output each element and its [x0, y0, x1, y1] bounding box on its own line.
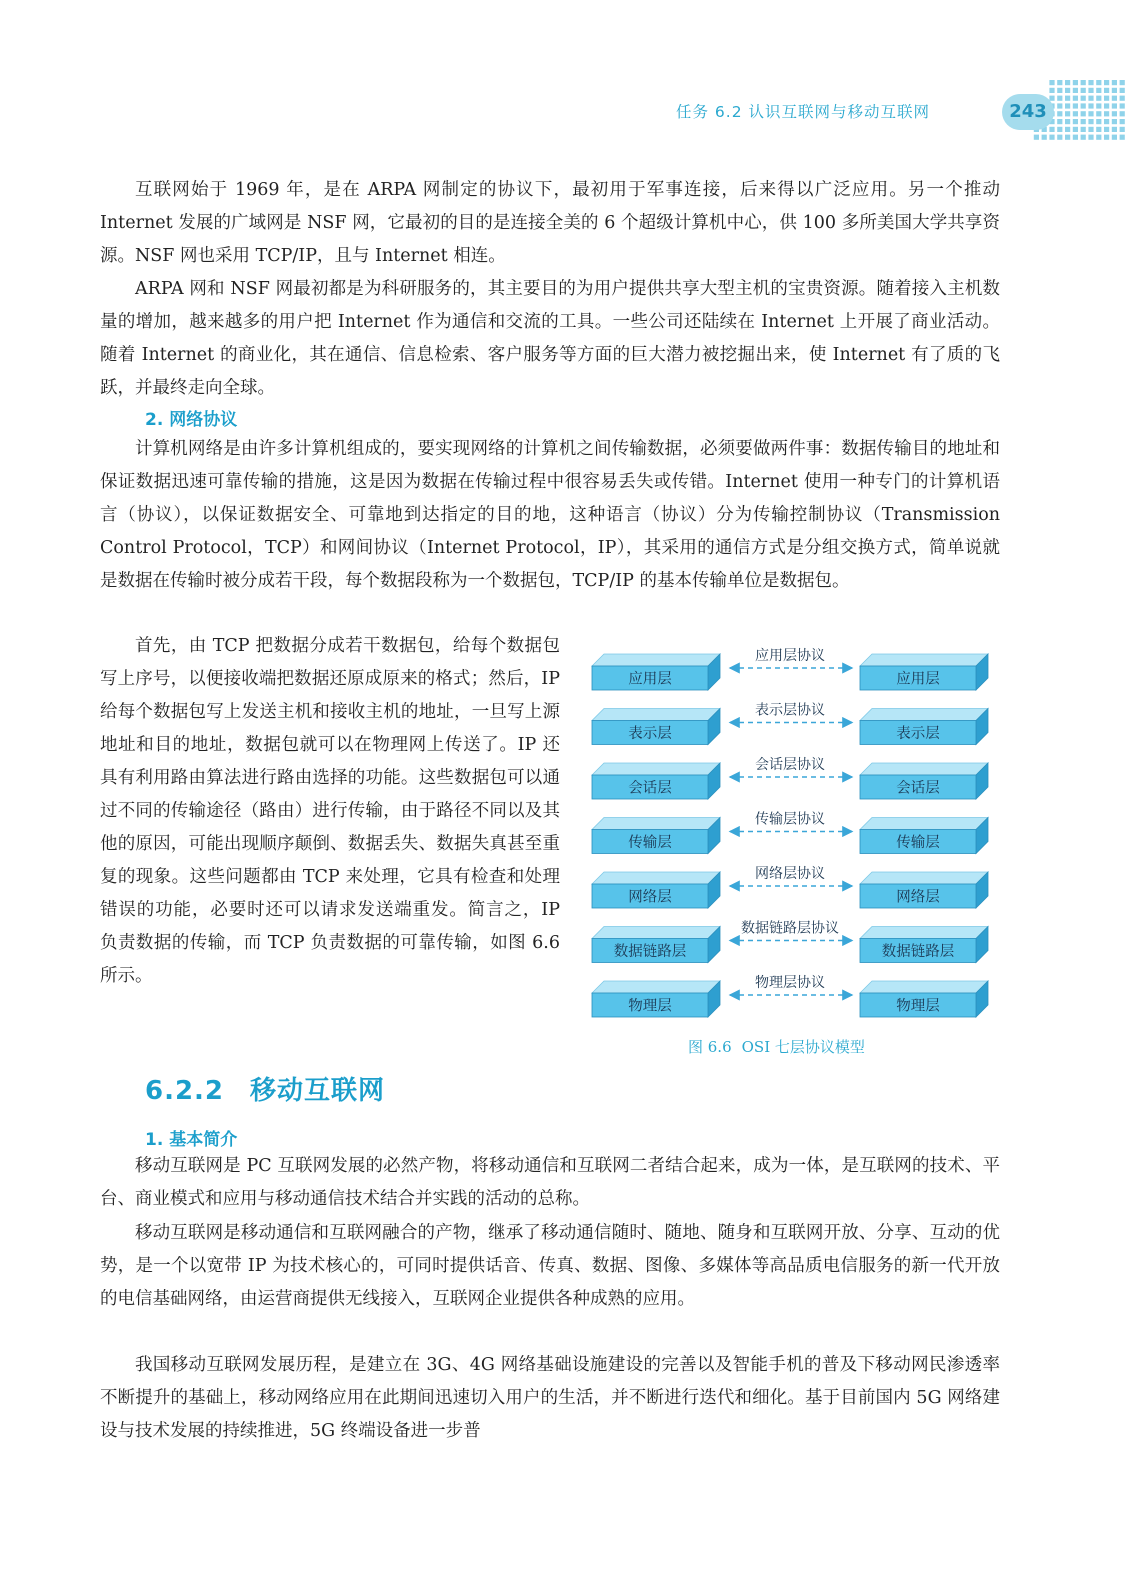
grid-dot [1088, 127, 1093, 132]
protocol-label: 物理层协议 [755, 975, 825, 991]
grid-dot [1120, 127, 1125, 132]
protocol-label: 表示层协议 [755, 702, 825, 719]
grid-dot [1088, 135, 1093, 140]
grid-dot [1104, 119, 1109, 124]
grid-dot [1120, 103, 1125, 108]
layer-label: 网络层 [896, 889, 940, 906]
grid-dot [1120, 88, 1125, 93]
layer-box-top [592, 763, 720, 775]
grid-dot [1120, 119, 1125, 124]
grid-dot [1034, 135, 1039, 140]
grid-dot [1073, 127, 1078, 132]
layer-box-top [592, 654, 720, 666]
grid-dot [1104, 96, 1109, 101]
figure-caption-number: 图 6.6 [688, 1038, 732, 1056]
layer-label: 网络层 [628, 889, 672, 906]
grid-dot [1088, 80, 1093, 85]
grid-dot [1112, 103, 1117, 108]
protocol-label: 应用层协议 [755, 648, 825, 664]
grid-dot [1104, 88, 1109, 93]
grid-dot [1104, 127, 1109, 132]
grid-dot [1112, 111, 1117, 116]
osi-model-diagram [582, 646, 1002, 1026]
grid-dot [1065, 96, 1070, 101]
layer-label: 会话层 [896, 780, 940, 797]
grid-dot [1081, 96, 1086, 101]
paragraph-protocol-definition: 计算机网络是由许多计算机组成的，要实现网络的计算机之间传输数据，必须要做两件事：数据传输目的地址和保证数据迅速可靠传输的措施，这是因为数据在传输过程中很容易丢失或传错。Internet 使用一种专门的计算机语言（协议），以保证数据安全、可靠地到达指定的目的地，这种语言（协议）分为传输控制协议（Transmission Control Protocol，TCP）和网间协议（Internet Protocol，IP），其采用的通信方式是分组交换方式，简单说就是数据在传输时被分成若干段，每个数据段称为一个数据包，TCP/IP 的基本传输单位是数据包。 [100, 439, 1000, 591]
grid-dot [1049, 80, 1054, 85]
grid-dot [1096, 111, 1101, 116]
grid-dot [1065, 88, 1070, 93]
grid-dot [1096, 80, 1101, 85]
grid-dot [1104, 103, 1109, 108]
grid-dot [1065, 80, 1070, 85]
grid-dot [1073, 135, 1078, 140]
grid-dot [1073, 111, 1078, 116]
grid-dot [1088, 88, 1093, 93]
grid-dot [1057, 96, 1062, 101]
layer-label: 物理层 [628, 998, 672, 1015]
grid-dot [1081, 80, 1086, 85]
grid-dot [1112, 96, 1117, 101]
protocol-label: 会话层协议 [755, 757, 825, 773]
layer-box-top [860, 818, 988, 830]
grid-dot [1112, 135, 1117, 140]
paragraph-mobile-internet-fusion: 移动互联网是移动通信和互联网融合的产物，继承了移动通信随时、随地、随身和互联网开放、分享、互动的优势，是一个以宽带 IP 为技术核心的，可同时提供话音、传真、数据、图像、多媒体等高品质电信服务的新一代开放的电信基础网络，由运营商提供无线接入，互联网企业提供各种成熟的应用。 [100, 1223, 1000, 1309]
grid-dot [1073, 96, 1078, 101]
layer-label: 应用层 [628, 671, 672, 688]
grid-dot [1112, 88, 1117, 93]
layer-label: 表示层 [628, 726, 672, 742]
osi-model-figure [582, 646, 1002, 1066]
layer-box-top [860, 981, 988, 993]
layer-box-top [860, 763, 988, 775]
layer-label: 数据链路层 [613, 944, 687, 960]
grid-dot [1096, 96, 1101, 101]
grid-dot [1104, 135, 1109, 140]
section-heading-mobile-internet [145, 1070, 385, 1107]
layer-box-top [860, 927, 988, 939]
grid-dot [1081, 127, 1086, 132]
section-title: 移动互联网 [250, 1076, 386, 1106]
layer-box-top [860, 709, 988, 721]
grid-dot [1088, 96, 1093, 101]
grid-dot [1057, 111, 1062, 116]
grid-dot [1112, 119, 1117, 124]
grid-dot [1049, 135, 1054, 140]
grid-dot [1088, 103, 1093, 108]
grid-dot [1049, 88, 1054, 93]
heading-basic-intro: 1. 基本简介 [145, 1130, 238, 1150]
paragraph-mobile-internet-definition: 移动互联网是 PC 互联网发展的必然产物，将移动通信和互联网二者结合起来，成为一体，是互联网的技术、平台、商业模式和应用与移动通信技术结合并实践的活动的总称。 [100, 1156, 1000, 1209]
layer-label: 物理层 [896, 998, 940, 1015]
grid-dot [1096, 103, 1101, 108]
grid-dot [1088, 111, 1093, 116]
layer-box-top [592, 818, 720, 830]
grid-dot [1112, 127, 1117, 132]
protocol-label: 传输层协议 [755, 811, 825, 828]
grid-dot [1096, 127, 1101, 132]
grid-dot [1112, 80, 1117, 85]
grid-dot [1096, 88, 1101, 93]
grid-dot [1081, 119, 1086, 124]
grid-dot [1081, 135, 1086, 140]
layer-box-top [592, 981, 720, 993]
layer-label: 传输层 [628, 835, 672, 851]
layer-box-top [860, 654, 988, 666]
grid-dot [1120, 96, 1125, 101]
grid-dot [1057, 88, 1062, 93]
paragraph-internet-origin: 互联网始于 1969 年，是在 ARPA 网制定的协议下，最初用于军事连接，后来得以广泛应用。另一个推动 Internet 发展的广域网是 NSF 网，它最初的目的是连接全美的 6 个超级计算机中心，供 100 多所美国大学共享资源。NSF 网也采用 TCP/IP，且与 Internet 相连。 [100, 180, 1000, 266]
grid-dot [1073, 88, 1078, 93]
layer-label: 会话层 [628, 780, 672, 797]
layer-box-top [592, 872, 720, 884]
layer-label: 数据链路层 [881, 944, 955, 960]
figure-caption [688, 1036, 865, 1057]
grid-dot [1088, 119, 1093, 124]
paragraph-mobile-internet-history: 我国移动互联网发展历程，是建立在 3G、4G 网络基础设施建设的完善以及智能手机的普及下移动网民渗透率不断提升的基础上，移动网络应用在此期间迅速切入用户的生活，并不断进行迭代和细化。基于目前国内 5G 网络建设与技术发展的持续推进，5G 终端设备进一步普 [100, 1355, 1000, 1441]
grid-dot [1104, 80, 1109, 85]
layer-label: 传输层 [896, 835, 940, 851]
grid-dot [1081, 103, 1086, 108]
grid-dot [1057, 103, 1062, 108]
grid-dot [1073, 103, 1078, 108]
grid-dot [1065, 119, 1070, 124]
paragraph-arpa-nsf: ARPA 网和 NSF 网最初都是为科研服务的，其主要目的为用户提供共享大型主机的宝贵资源。随着接入主机数量的增加，越来越多的用户把 Internet 作为通信和交流的工具。一些公司还陆续在 Internet 上开展了商业活动。随着 Internet 的商业化，其在通信、信息检索、客户服务等方面的巨大潜力被挖掘出来，使 Internet 有了质的飞跃，并最终走向全球。 [100, 279, 1000, 398]
grid-dot [1065, 111, 1070, 116]
grid-dot [1057, 127, 1062, 132]
grid-dot [1065, 127, 1070, 132]
grid-dot [1120, 80, 1125, 85]
layer-box-top [860, 872, 988, 884]
grid-dot [1042, 135, 1047, 140]
grid-dot [1096, 119, 1101, 124]
figure-caption-title: OSI 七层协议模型 [741, 1038, 865, 1056]
layer-box-top [592, 709, 720, 721]
page-number: 243 [1002, 94, 1054, 130]
grid-dot [1065, 135, 1070, 140]
grid-dot [1081, 88, 1086, 93]
section-number: 6.2.2 [145, 1076, 225, 1106]
grid-dot [1057, 80, 1062, 85]
grid-dot [1065, 103, 1070, 108]
grid-dot [1081, 111, 1086, 116]
grid-dot [1104, 111, 1109, 116]
grid-dot [1057, 119, 1062, 124]
grid-dot [1120, 135, 1125, 140]
layer-label: 应用层 [896, 671, 940, 688]
header-section-title: 任务 6.2 认识互联网与移动互联网 [676, 103, 931, 121]
protocol-label: 数据链路层协议 [741, 920, 839, 937]
grid-dot [1120, 111, 1125, 116]
grid-dot [1049, 127, 1054, 132]
layer-label: 表示层 [896, 726, 940, 742]
paragraph-tcp-ip: 首先，由 TCP 把数据分成若干数据包，给每个数据包写上序号，以便接收端把数据还原成原来的格式；然后，IP 给每个数据包写上发送主机和接收主机的地址，一旦写上源地址和目的地址，数据包就可以在物理网上传送了。IP 还具有利用路由算法进行路由选择的功能。这些数据包可以通过不同的传输途径（路由）进行传输，由于路径不同以及其他的原因，可能出现顺序颠倒、数据丢失、数据失真甚至重复的现象。这些问题都由 TCP 来处理，它具有检查和处理错误的功能，必要时还可以请求发送端重发。简言之，IP 负责数据的传输，而 TCP 负责数据的可靠传输，如图 6.6 所示。 [100, 636, 560, 986]
protocol-label: 网络层协议 [755, 866, 825, 882]
grid-dot [1057, 135, 1062, 140]
layer-box-top [592, 927, 720, 939]
grid-dot [1073, 80, 1078, 85]
heading-network-protocol: 2. 网络协议 [145, 410, 238, 430]
grid-dot [1096, 135, 1101, 140]
grid-dot [1073, 119, 1078, 124]
